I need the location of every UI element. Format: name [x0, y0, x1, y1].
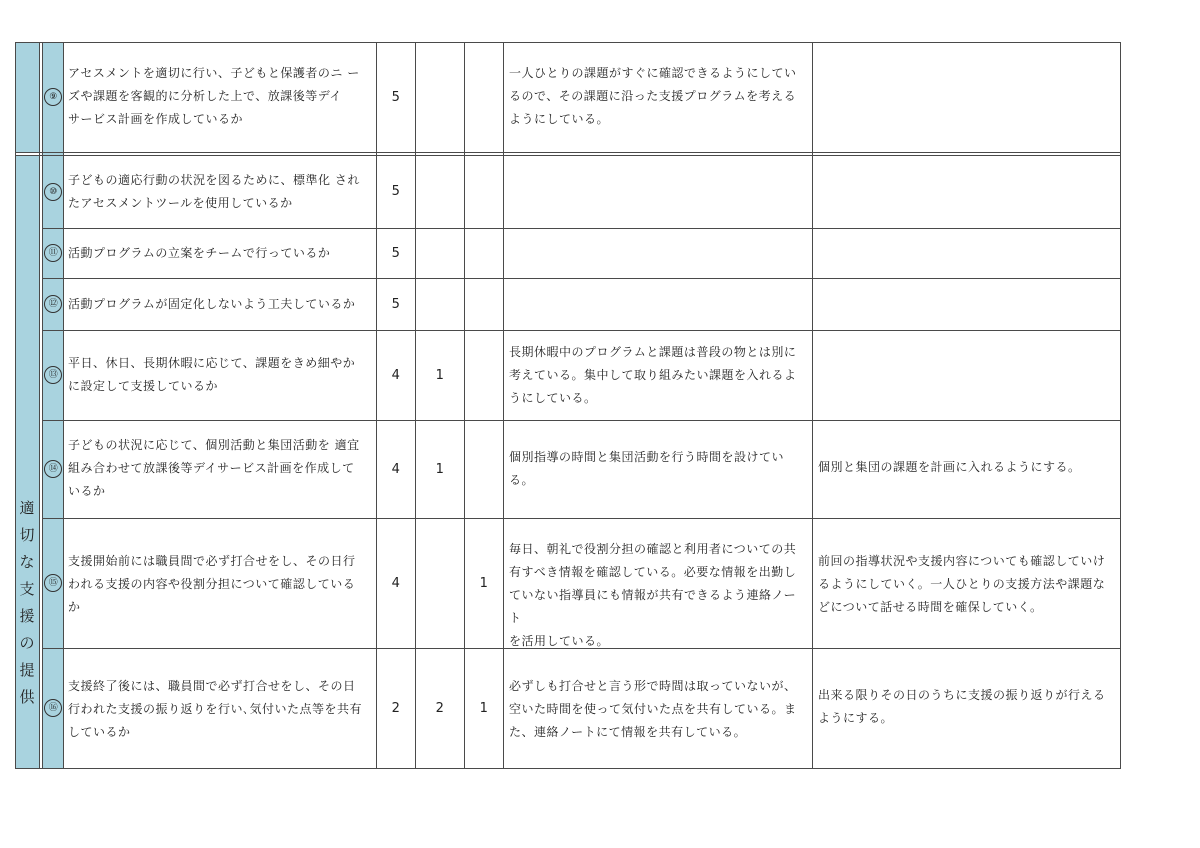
grid-line — [42, 330, 1121, 331]
question-text: 支援開始前には職員間で必ず打合せをし、その日行 われる支援の内容や役割分担について確認している か — [68, 554, 356, 614]
status-text: 個別指導の時間と集団活動を行う時間を設けてい る。 — [509, 450, 785, 487]
category-char: の — [19, 634, 35, 652]
status-text: 毎日、朝礼で役割分担の確認と利用者についての共 有すべき情報を確認している。必要な情報を出勤し ていない指導員にも情報が共有できるよう連絡ノー ト を活用している。 — [509, 542, 797, 648]
category-char: 切 — [19, 526, 35, 544]
category-label — [15, 495, 39, 711]
question-text: 支援終了後には、職員間で必ず打合せをし、その日 行われた支援の振り返りを行い､気付いた点等を共有 しているか — [68, 679, 363, 739]
row-number — [42, 228, 64, 278]
question-text: アセスメントを適切に行い、子どもと保護者のニ ー ズや課題を客観的に分析した上で、放課後等デイ サービス計画を作成しているか — [68, 66, 360, 126]
count-yes: 4 — [391, 575, 401, 591]
count-yes: 4 — [391, 367, 401, 383]
row-number — [42, 155, 64, 228]
category-char: 支 — [19, 580, 35, 598]
count-partial — [416, 42, 464, 152]
count-partial — [416, 278, 464, 330]
row-number — [42, 42, 64, 152]
question-text: 活動プログラムの立案をチームで行っているか — [68, 246, 331, 260]
row-number — [42, 278, 64, 330]
category-char: 提 — [19, 661, 35, 679]
count-no — [465, 42, 503, 152]
count-partial — [416, 155, 464, 228]
grid-line — [15, 152, 1121, 153]
count-partial — [416, 228, 464, 278]
category-char: 援 — [19, 607, 35, 625]
count-no: 1 — [479, 575, 489, 591]
improvement-text: 前回の指導状況や支援内容についても確認していけ るようにしていく。一人ひとりの支援方法や課題な どについて話せる時間を確保していく。 — [818, 554, 1106, 614]
grid-line — [15, 42, 1121, 43]
count-partial: 1 — [435, 367, 445, 383]
count-yes: 2 — [391, 700, 401, 716]
grid-line — [42, 228, 1121, 229]
count-yes: 5 — [391, 184, 401, 199]
count-yes: 4 — [391, 461, 401, 477]
count-no — [465, 278, 503, 330]
grid-line — [42, 278, 1121, 279]
status-text: 長期休暇中のプログラムと課題は普段の物とは別に 考えている。集中して取り組みたい課題を入れるよ うにしている。 — [509, 345, 797, 405]
item-number: ⑭ — [44, 460, 62, 478]
question-text: 子どもの適応行動の状況を図るために、標準化 され たアセスメントツールを使用しているか — [68, 173, 360, 210]
count-no: 1 — [479, 700, 489, 716]
item-number: ⑨ — [44, 88, 62, 106]
count-no — [465, 420, 503, 518]
grid-line — [15, 155, 1121, 156]
item-number: ⑩ — [44, 183, 62, 201]
item-number: ⑪ — [44, 244, 62, 262]
count-yes: 5 — [391, 245, 401, 261]
improvement-text: 個別と集団の課題を計画に入れるようにする。 — [818, 460, 1081, 474]
count-yes: 5 — [391, 296, 401, 312]
count-no — [465, 155, 503, 228]
item-number: ⑮ — [44, 574, 62, 592]
category-char: 適 — [19, 499, 35, 517]
question-text: 子どもの状況に応じて、個別活動と集団活動を 適宜 組み合わせて放課後等デイサービス計画を作成して いるか — [68, 438, 360, 498]
grid-line — [15, 768, 1121, 769]
row-number — [42, 518, 64, 648]
count-partial: 2 — [435, 700, 445, 716]
grid-line — [42, 518, 1121, 519]
item-number: ⑬ — [44, 366, 62, 384]
count-yes: 5 — [391, 89, 401, 105]
row-number — [42, 648, 64, 768]
grid-line — [42, 420, 1121, 421]
category-column-upper — [15, 42, 39, 152]
item-number: ⑯ — [44, 699, 62, 717]
count-no — [465, 330, 503, 420]
row-number — [42, 420, 64, 518]
count-no — [465, 228, 503, 278]
question-text: 活動プログラムが固定化しないよう工夫しているか — [68, 297, 356, 311]
status-text: 一人ひとりの課題がすぐに確認できるようにしてい るので、その課題に沿った支援プログラムを考える ようにしている。 — [509, 66, 797, 126]
question-text: 平日、休日、長期休暇に応じて、課題をきめ細やか に設定して支援しているか — [68, 356, 356, 393]
status-text: 必ずしも打合せと言う形で時間は取っていないが、 空いた時間を使って気付いた点を共有している。ま た、連絡ノートにて情報を共有している。 — [509, 679, 797, 739]
category-char: 供 — [19, 688, 35, 706]
count-partial: 1 — [435, 461, 445, 477]
item-number: ⑫ — [44, 295, 62, 313]
count-partial — [416, 518, 464, 648]
row-number — [42, 330, 64, 420]
category-char: な — [19, 553, 35, 571]
improvement-text: 出来る限りその日のうちに支援の振り返りが行える ようにする。 — [818, 688, 1106, 725]
